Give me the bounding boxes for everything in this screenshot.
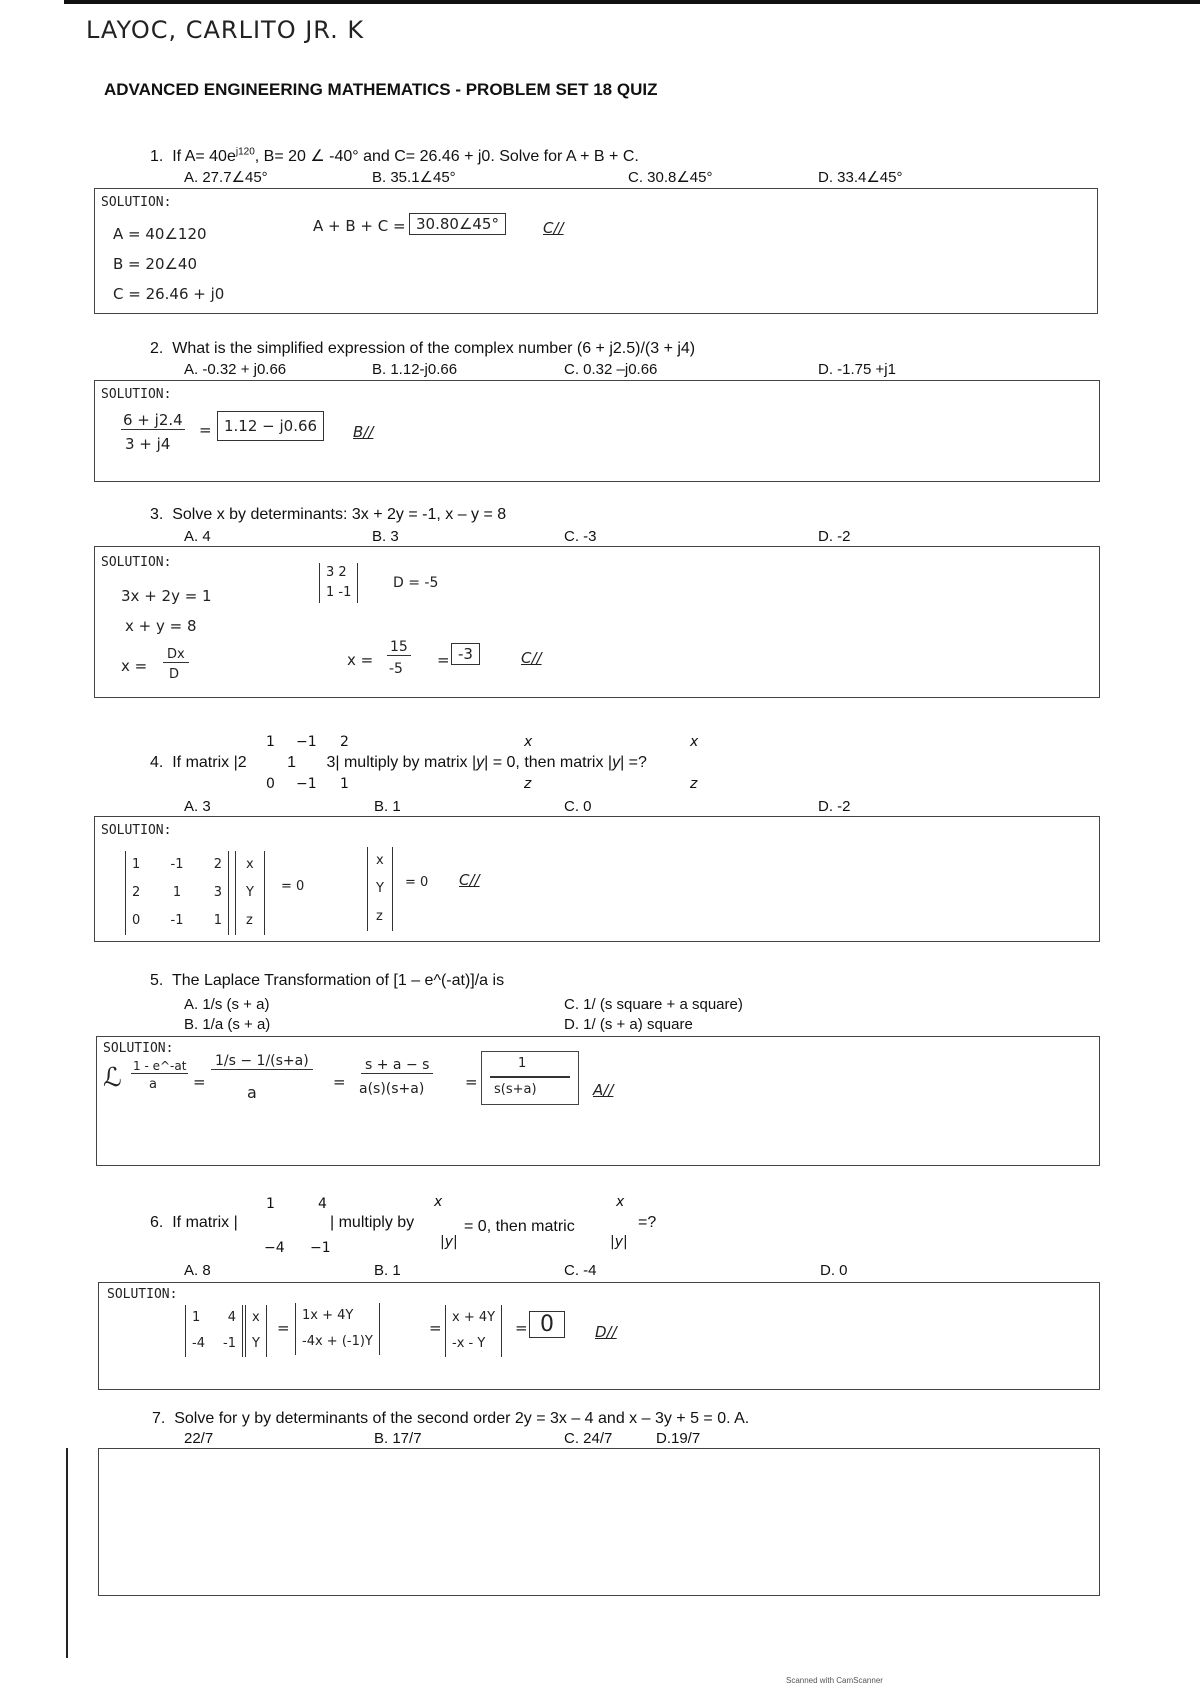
q3-x-label: x = (121, 657, 148, 675)
q3-determinant (319, 563, 358, 603)
q6-eq2: = (429, 1319, 442, 1337)
q2-equals: = (199, 421, 212, 439)
q3-equals: = (437, 651, 450, 669)
q1-equation: A + B + C = (313, 217, 406, 235)
q6-work-row1: 1 4 (192, 1310, 236, 1325)
q4-solution-label: SOLUTION: (101, 823, 172, 838)
q4-m33: 1 (340, 776, 349, 792)
q1-text: 1. If $A= 40e^{j120}$, B= 20 ∠ -40° and C= 26.46 + j0. Solve for A + B + C. (150, 146, 639, 165)
q5-eq2: = (333, 1073, 346, 1091)
q5-answer-box (481, 1051, 579, 1105)
q6-vec2-x: x (616, 1194, 625, 1210)
q6-text-a: 6. If matrix | (150, 1214, 238, 1231)
q4-eq0-2: = 0 (405, 875, 429, 890)
q3-choice-a: A. 4 (184, 528, 211, 545)
q4-choice-c: C. 0 (564, 798, 592, 815)
q3-x-eq: x = (347, 651, 374, 669)
q5-solution-box (96, 1036, 1100, 1166)
q6-product-vector: 1x + 4Y -4x + (-1)Y (295, 1303, 380, 1355)
q6-m12: 4 (318, 1196, 327, 1212)
q5-choice-c: C. 1/ (s square + a square) (564, 996, 743, 1013)
q3-d: D (169, 667, 180, 682)
q3-work-eq1: 3x + 2y = 1 (121, 587, 212, 605)
q1-answer-box: 30.80∠45° (409, 213, 506, 235)
q1-work-b: B = 20∠40 (113, 255, 198, 273)
q5-eq1: = (193, 1073, 206, 1091)
q6-work-vector: x Y (245, 1305, 267, 1357)
q4-result-vector: x Y z (367, 847, 393, 931)
q2-answer-box: 1.12 − j0.66 (217, 411, 324, 441)
q3-d-value: D = -5 (393, 575, 439, 591)
q4-choice-d: D. -2 (818, 798, 851, 815)
q2-choice-a: A. -0.32 + j0.66 (184, 361, 287, 378)
q4-eq0: = 0 (281, 879, 305, 894)
q1-choice-a: A. 27.7∠45° (184, 169, 268, 186)
q5-ans-bar (490, 1076, 570, 1078)
q4-vec2-z: z (690, 776, 698, 792)
q2-choice-d: D. -1.75 +j1 (818, 361, 896, 378)
q3-work-eq2: x + y = 8 (125, 617, 197, 635)
q5-mid-num: 1/s − 1/(s+a) (211, 1053, 313, 1070)
q5-choice-d: D. 1/ (s + a) square (564, 1016, 693, 1033)
q5-ans-num: 1 (518, 1056, 527, 1071)
q5-f2-num: s + a − s (361, 1057, 433, 1074)
q3-det-row2: 1 -1 (326, 585, 352, 600)
q5-text: 5. The Laplace Transformation of [1 – e^(-at)]/a is (150, 972, 505, 989)
q6-choice-a: A. 8 (184, 1262, 211, 1279)
q2-fraction-numerator: 6 + j2.4 (123, 411, 183, 429)
q4-vec-x: x (524, 734, 533, 750)
q6-solution-box (98, 1282, 1100, 1390)
q4-vec-y: y (476, 754, 485, 771)
q4-work-row2: 2 1 3 (132, 885, 222, 900)
q4-vec2-x: x (690, 734, 699, 750)
q5-answer-letter: A// (593, 1081, 614, 1099)
q4-m11: 1 (266, 734, 275, 750)
q5-f2-den: a(s)(s+a) (359, 1081, 425, 1097)
student-name: LAYOC, CARLITO JR. K (86, 16, 365, 44)
q6-eq3: = (515, 1319, 528, 1337)
q1-work-a: A = 40∠120 (113, 225, 207, 243)
laplace-symbol: ℒ (103, 1063, 122, 1093)
q3-answer-letter: C// (521, 649, 542, 667)
q3-choice-d: D. -2 (818, 528, 851, 545)
q1-choice-d: D. 33.4∠45° (818, 169, 903, 186)
q7-solution-box (98, 1448, 1100, 1596)
q5-solution-label: SOLUTION: (103, 1041, 174, 1056)
q7-choice-a: 22/7 (184, 1430, 214, 1447)
left-margin-line (66, 1448, 68, 1658)
q4-work-row3: 0 -1 1 (132, 913, 222, 928)
top-border (64, 0, 1200, 4)
q6-m11: 1 (266, 1196, 275, 1212)
q6-text-d: =? (638, 1214, 657, 1231)
q5-choice-b: B. 1/a (s + a) (184, 1016, 271, 1033)
q3-choice-c: C. -3 (564, 528, 597, 545)
q4-vec-z: z (524, 776, 532, 792)
q4-m22: 1 (287, 754, 296, 771)
q3-frac-num: 15 (387, 639, 411, 656)
q4-choice-a: A. 3 (184, 798, 211, 815)
q6-text-c: = 0, then matric (464, 1218, 575, 1235)
q6-work-matrix (185, 1305, 243, 1357)
q3-det-row1: 3 2 (326, 565, 347, 580)
q6-answer-letter: D// (595, 1323, 617, 1341)
q3-dx: Dx (163, 647, 189, 663)
q6-vec2-y: |y| (610, 1234, 628, 1250)
q6-answer-box: 0 (529, 1311, 565, 1338)
q6-vec-y: |y| (440, 1234, 458, 1250)
q6-result-vector: x + 4Y -x - Y (445, 1305, 502, 1357)
q4-m12: −1 (296, 734, 317, 750)
q1-choice-c: C. 30.8∠45° (628, 169, 713, 186)
q2-answer-letter: B// (353, 423, 374, 441)
q6-choice-c: C. -4 (564, 1262, 597, 1279)
q4-choice-b: B. 1 (374, 798, 401, 815)
q1-solution-box (94, 188, 1098, 314)
q4-vec-y2: y (612, 754, 621, 771)
q4-work-vector: x Y z (235, 851, 265, 935)
q1-choice-b: B. 35.1∠45° (372, 169, 456, 186)
q6-choice-b: B. 1 (374, 1262, 401, 1279)
q7-choice-b: B. 17/7 (374, 1430, 422, 1447)
q2-solution-label: SOLUTION: (101, 387, 172, 402)
q1-answer-letter: C// (543, 219, 564, 237)
q7-text: 7. Solve for y by determinants of the second order 2y = 3x – 4 and x – 3y + 5 = 0. A. (152, 1410, 750, 1427)
q3-choice-b: B. 3 (372, 528, 399, 545)
q1-solution-label: SOLUTION: (101, 195, 172, 210)
q2-choice-c: C. 0.32 –j0.66 (564, 361, 658, 378)
q6-text-b: | multiply by (330, 1214, 415, 1231)
q2-choice-b: B. 1.12-j0.66 (372, 361, 458, 378)
q6-choice-d: D. 0 (820, 1262, 848, 1279)
q3-solution-label: SOLUTION: (101, 555, 172, 570)
q2-text: 2. What is the simplified expression of the complex number (6 + j2.5)/(3 + j4) (150, 340, 696, 357)
q4-m32: −1 (296, 776, 317, 792)
q3-frac-den: -5 (389, 661, 403, 677)
q4-m31: 0 (266, 776, 275, 792)
q5-eq3: = (465, 1073, 478, 1091)
q5-ans-den: s(s+a) (494, 1082, 537, 1097)
q6-m21: −4 (264, 1240, 285, 1256)
q4-m21: 2 (237, 754, 247, 771)
q7-choice-c: C. 24/7 (564, 1430, 613, 1447)
q3-answer-box: -3 (451, 643, 480, 665)
q2-fraction-denominator: 3 + j4 (125, 435, 171, 453)
q3-text: 3. Solve x by determinants: 3x + 2y = -1, x – y = 8 (150, 506, 507, 523)
q1-work-c: C = 26.46 + j0 (113, 285, 225, 303)
q7-choice-d: D.19/7 (656, 1430, 701, 1447)
q5-mid-den: a (247, 1083, 257, 1102)
q5-choice-a: A. 1/s (s + a) (184, 996, 270, 1013)
q2-solution-box (94, 380, 1100, 482)
page-title: ADVANCED ENGINEERING MATHEMATICS - PROBLEM SET 18 QUIZ (104, 80, 658, 99)
q6-m22: −1 (310, 1240, 331, 1256)
q4-work-row1: 1 -1 2 (132, 857, 222, 872)
scanner-footer: Scanned with CamScanner (786, 1676, 883, 1685)
q5-l-num: 1 - e^-at (133, 1059, 187, 1073)
q4-solution-box (94, 816, 1100, 942)
q5-l-den: a (149, 1077, 157, 1092)
q4-text: 4. If matrix |2 1 3| multiply by matrix |y| = 0, then matrix |y| =? (150, 754, 647, 771)
q6-solution-label: SOLUTION: (107, 1287, 178, 1302)
q3-solution-box (94, 546, 1100, 698)
q4-work-matrix (125, 851, 229, 935)
q4-answer-letter: C// (459, 871, 480, 889)
q4-m23: 3 (326, 754, 336, 771)
q6-work-row2: -4 -1 (192, 1336, 236, 1351)
q4-m13: 2 (340, 734, 349, 750)
q6-vec-x: x (434, 1194, 443, 1210)
q6-eq1: = (277, 1319, 290, 1337)
